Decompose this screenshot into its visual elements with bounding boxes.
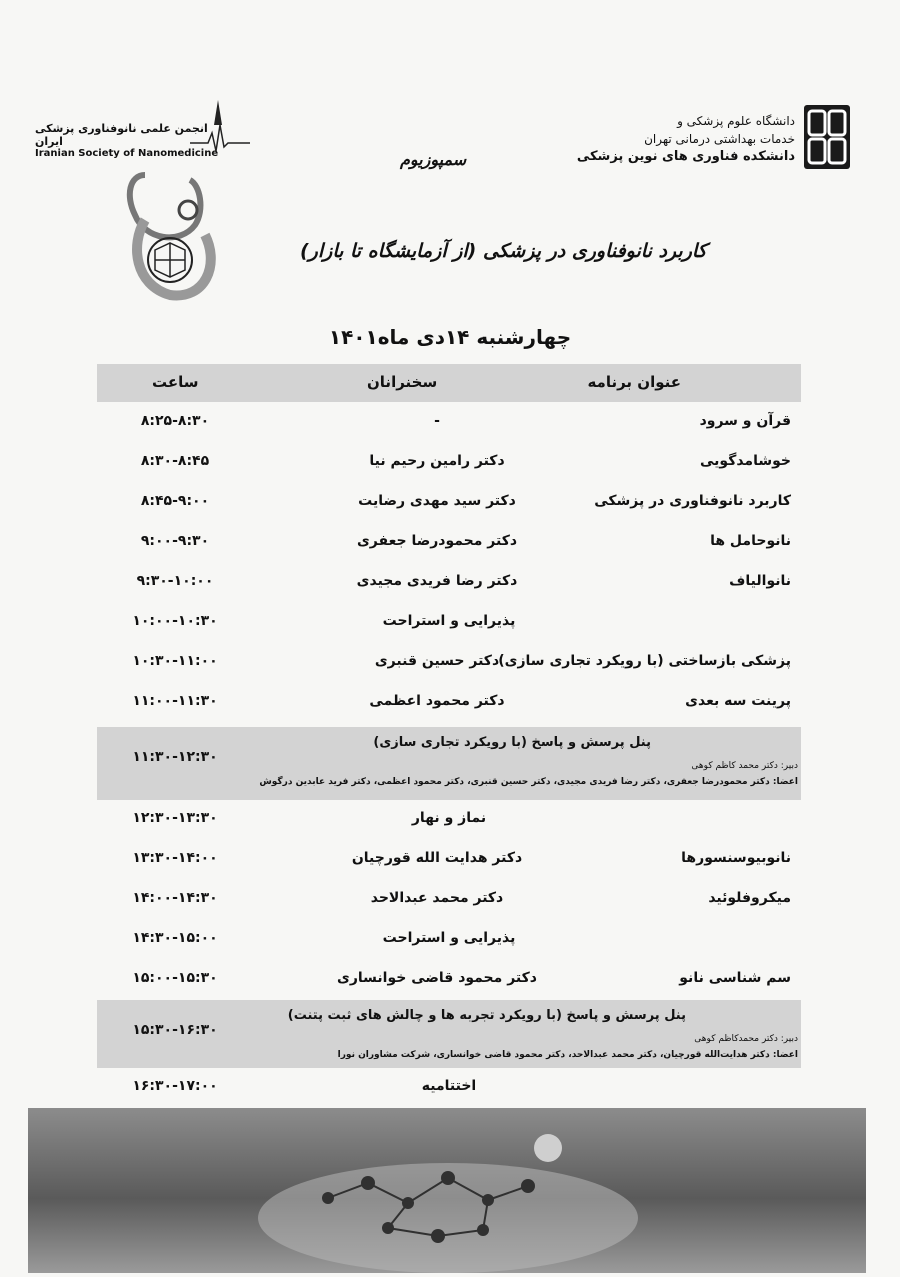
panel-title: پنل پرسش و پاسخ (با رویکرد تجربه ها و چالش های ثبت پتنت) bbox=[287, 1008, 686, 1023]
row-time: ۱۴:۳۰-۱۵:۰۰ bbox=[132, 930, 218, 946]
break-row bbox=[97, 800, 801, 840]
event-title: کاربرد نانوفناوری در پزشکی (از آزمایشگاه تا بازار) bbox=[300, 240, 707, 262]
row-time: ۱۱:۰۰-۱۱:۳۰ bbox=[132, 693, 218, 709]
molecule-network-icon bbox=[28, 1108, 866, 1273]
event-kind: سمپوزیوم bbox=[400, 150, 467, 169]
row-title: پزشکی بازساختی (با رویکرد تجاری سازی) bbox=[498, 653, 791, 669]
university-name bbox=[535, 112, 795, 166]
society-name-en: Iranian Society of Nanomedicine bbox=[35, 148, 219, 159]
row-title: نانوبیوسنسورها bbox=[681, 850, 791, 866]
row-time: ۱۶:۳۰-۱۷:۰۰ bbox=[132, 1078, 218, 1094]
faculty-name: دانشکده فناوری های نوین پزشکی bbox=[576, 149, 795, 164]
university-line2: خدمات بهداشتی درمانی تهران bbox=[644, 132, 795, 146]
table-row bbox=[97, 443, 801, 483]
closing-label: اختتامیه bbox=[421, 1078, 477, 1094]
row-title: نانوالیاف bbox=[729, 573, 791, 589]
row-title: قرآن و سرود bbox=[699, 413, 791, 429]
header-time: ساعت bbox=[152, 373, 199, 391]
university-line1: دانشگاه علوم پزشکی و bbox=[677, 114, 795, 128]
panel-members: اعضا: دکتر هدایت‌الله قورچیان، دکتر محمد عبدالاحد، دکتر محمود قاضی خوانساری، شرکت مشاوران نورا bbox=[337, 1050, 798, 1060]
table-row bbox=[97, 683, 801, 723]
table-row bbox=[97, 563, 801, 603]
table-row bbox=[97, 643, 801, 683]
closing-row bbox=[97, 1068, 801, 1104]
row-title: خوشامدگویی bbox=[700, 453, 791, 469]
break-label: پذیرایی و استراحت bbox=[382, 930, 516, 946]
row-title: سم شناسی نانو bbox=[679, 970, 791, 986]
stethoscope-fullerene-icon bbox=[125, 165, 225, 315]
row-title: میکروفلوئید bbox=[708, 890, 791, 906]
row-time: ۱۴:۰۰-۱۴:۳۰ bbox=[132, 890, 218, 906]
panel-time: ۱۱:۳۰-۱۲:۳۰ bbox=[132, 749, 218, 765]
heartbeat-tower-icon bbox=[190, 95, 250, 155]
break-label: نماز و نهار bbox=[411, 810, 487, 826]
row-time: ۸:۲۵-۸:۳۰ bbox=[140, 413, 210, 429]
row-time: ۱۰:۳۰-۱۱:۰۰ bbox=[132, 653, 218, 669]
row-time: ۱۰:۰۰-۱۰:۳۰ bbox=[132, 613, 218, 629]
row-speaker: دکتر رضا فریدی مجیدی bbox=[356, 573, 518, 589]
row-time: ۸:۳۰-۸:۴۵ bbox=[140, 453, 210, 469]
row-time: ۹:۳۰-۱۰:۰۰ bbox=[136, 573, 214, 589]
row-speaker: دکتر محمودرضا جعفری bbox=[356, 533, 518, 549]
university-logo bbox=[804, 105, 850, 169]
header-speakers: سخنرانان bbox=[367, 373, 438, 391]
row-speaker: دکتر محمود قاضی خوانساری bbox=[337, 970, 537, 986]
table-row bbox=[97, 960, 801, 1000]
panel-chair: دبیر: دکتر محمد کاظم کوهی bbox=[691, 761, 798, 771]
panel-chair: دبیر: دکتر محمدکاظم کوهی bbox=[694, 1034, 798, 1044]
row-speaker: دکتر سید مهدی رضایت bbox=[358, 493, 516, 509]
break-row bbox=[97, 920, 801, 960]
row-speaker: دکتر هدایت الله قورچیان bbox=[351, 850, 523, 866]
header-title: عنوان برنامه bbox=[587, 373, 681, 391]
panel-time: ۱۵:۳۰-۱۶:۳۰ bbox=[132, 1022, 218, 1038]
row-time: ۸:۴۵-۹:۰۰ bbox=[140, 493, 210, 509]
row-speaker: - bbox=[434, 413, 440, 429]
table-row bbox=[97, 523, 801, 563]
row-time: ۱۵:۰۰-۱۵:۳۰ bbox=[132, 970, 218, 986]
break-label: پذیرایی و استراحت bbox=[382, 613, 516, 629]
row-title: پرینت سه بعدی bbox=[685, 693, 791, 709]
break-row bbox=[97, 603, 801, 643]
table-row bbox=[97, 403, 801, 443]
row-time: ۹:۰۰-۹:۳۰ bbox=[140, 533, 210, 549]
university-emblem-icon bbox=[804, 105, 850, 169]
table-row bbox=[97, 880, 801, 920]
panel-title: پنل پرسش و پاسخ (با رویکرد تجاری سازی) bbox=[373, 735, 651, 750]
row-speaker: دکتر رامین رحیم نیا bbox=[369, 453, 505, 469]
row-speaker: دکتر محمود اعظمی bbox=[369, 693, 505, 709]
panel-row bbox=[97, 1000, 801, 1068]
table-row bbox=[97, 840, 801, 880]
society-name-fa: انجمن علمی نانوفناوری پزشکی ایران bbox=[35, 122, 208, 148]
row-title: نانوحامل ها bbox=[710, 533, 791, 549]
row-time: ۱۲:۳۰-۱۳:۳۰ bbox=[132, 810, 218, 826]
row-speaker: دکتر حسین قنبری bbox=[374, 653, 500, 669]
row-title: کاربرد نانوفناوری در پزشکی bbox=[594, 493, 791, 509]
table-row bbox=[97, 483, 801, 523]
table-header bbox=[97, 364, 801, 402]
event-date: چهارشنبه ۱۴دی ماه۱۴۰۱ bbox=[328, 325, 572, 349]
hands-molecule-photo bbox=[28, 1108, 866, 1273]
row-time: ۱۳:۳۰-۱۴:۰۰ bbox=[132, 850, 218, 866]
panel-members: اعضا: دکتر محمودرضا جعفری، دکتر رضا فریدی مجیدی، دکتر حسین قنبری، دکتر محمود اعظمی، دکتر فرید عابدین درگوش bbox=[259, 777, 798, 787]
row-speaker: دکتر محمد عبدالاحد bbox=[370, 890, 504, 906]
panel-row bbox=[97, 727, 801, 800]
